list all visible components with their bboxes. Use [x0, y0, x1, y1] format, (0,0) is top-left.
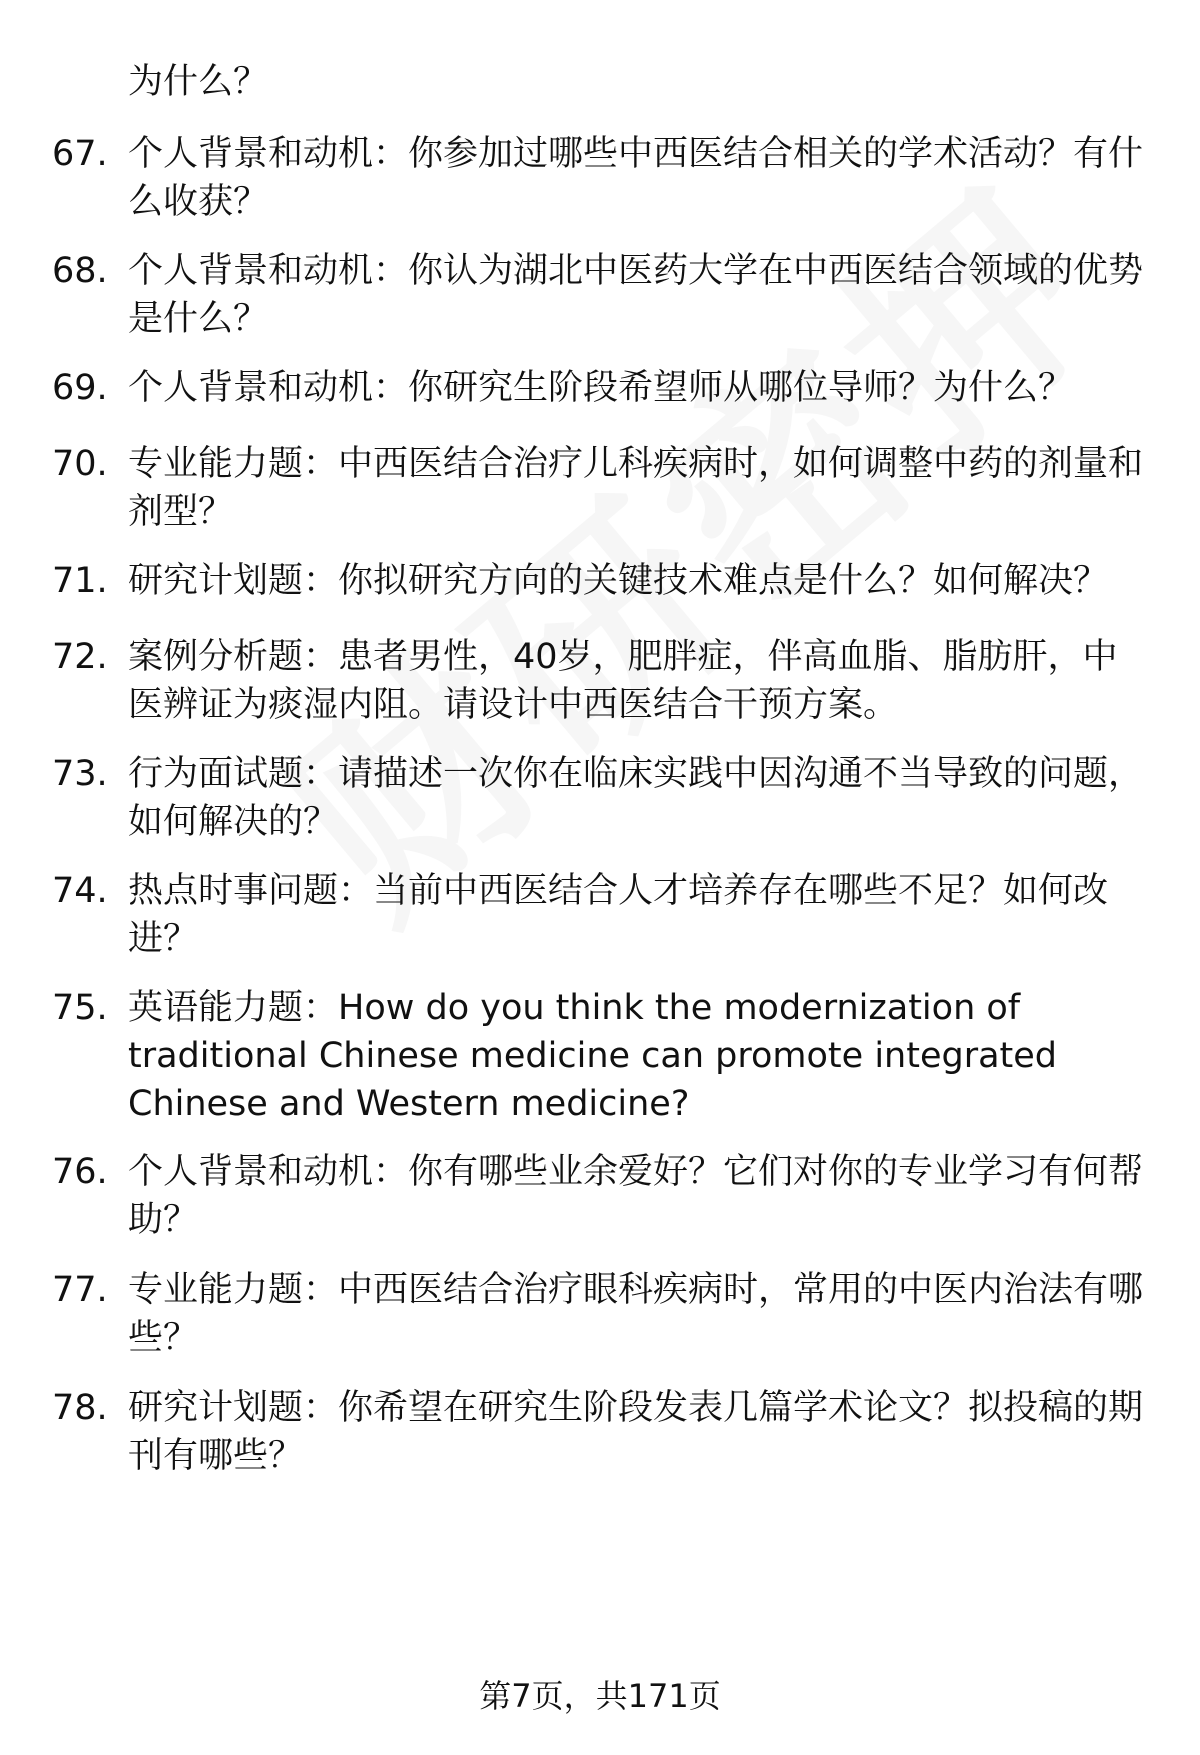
question-number: 70.: [52, 444, 108, 484]
question-text: 专业能力题：中西医结合治疗儿科疾病时，如何调整中药的剂量和剂型？: [128, 444, 1144, 532]
question-number: 77.: [52, 1270, 108, 1310]
question-text: 个人背景和动机：你研究生阶段希望师从哪位导师？为什么？: [128, 368, 1074, 408]
question-text: 个人背景和动机：你有哪些业余爱好？它们对你的专业学习有何帮助？: [128, 1152, 1144, 1240]
question-number: 69.: [52, 368, 108, 408]
question-text: 英语能力题：How do you think the modernization of traditional Chinese medicine can promote integrated Chinese and Western medicine?: [128, 988, 1058, 1124]
question-number: 68.: [52, 251, 108, 291]
question-number: 73.: [52, 754, 108, 794]
page-footer: 第7页，共171页: [479, 1677, 721, 1715]
question-text: 个人背景和动机：你参加过哪些中西医结合相关的学术活动？有什么收获？: [128, 134, 1144, 222]
question-text: 研究计划题：你拟研究方向的关键技术难点是什么？如何解决？: [128, 561, 1109, 601]
question-text: 热点时事问题：当前中西医结合人才培养存在哪些不足？如何改进？: [128, 871, 1109, 959]
continuation-text: 为什么？: [128, 62, 269, 102]
question-number: 76.: [52, 1152, 108, 1192]
question-text: 个人背景和动机：你认为湖北中医药大学在中西医结合领域的优势是什么？: [128, 251, 1144, 339]
question-number: 71.: [52, 561, 108, 601]
question-text: 专业能力题：中西医结合治疗眼科疾病时，常用的中医内治法有哪些？: [128, 1270, 1144, 1358]
question-text: 案例分析题：患者男性，40岁，肥胖症，伴高血脂、脂肪肝，中医辨证为痰湿内阻。请设计中西医结合干预方案。: [128, 637, 1118, 725]
question-number: 72.: [52, 637, 108, 677]
question-number: 75.: [52, 988, 108, 1028]
question-text: 行为面试题：请描述一次你在临床实践中因沟通不当导致的问题，如何解决的？: [128, 754, 1144, 842]
question-text: 研究计划题：你希望在研究生阶段发表几篇学术论文？拟投稿的期刊有哪些？: [128, 1388, 1144, 1476]
question-number: 67.: [52, 134, 108, 174]
question-number: 74.: [52, 871, 108, 911]
question-number: 78.: [52, 1388, 108, 1428]
